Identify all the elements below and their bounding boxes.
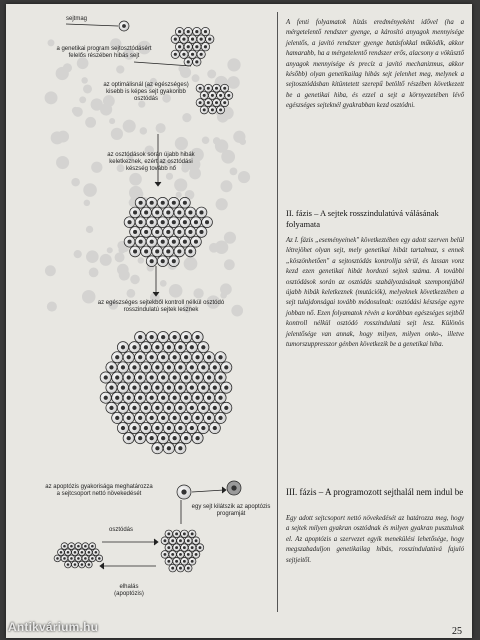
cluster-cell xyxy=(163,227,174,238)
tumor-cell xyxy=(152,443,163,454)
small-cluster-cell xyxy=(68,543,75,550)
small-cluster-cell xyxy=(58,549,65,556)
tumor-cell xyxy=(158,372,169,383)
mid-cluster-cell xyxy=(192,551,200,559)
growth-label: az optimálisnál (az egészséges) kisebb is képes sejt gyakoribb osztódás xyxy=(103,82,189,102)
small-cluster-cell xyxy=(85,561,92,568)
tumor-cell xyxy=(209,422,220,433)
tumor-cell xyxy=(100,372,111,383)
tumor-cell xyxy=(112,392,123,403)
tumor-cell xyxy=(117,342,128,353)
dividing-cell xyxy=(177,485,191,499)
tumor-cell xyxy=(163,443,174,454)
cluster-cell xyxy=(141,207,152,218)
tumor-cell xyxy=(181,372,192,383)
cluster-cell xyxy=(135,236,146,247)
tumor-cell xyxy=(123,392,134,403)
cluster-cell xyxy=(157,217,168,228)
cluster-cell xyxy=(135,197,146,208)
mid-cluster-cell xyxy=(165,544,173,552)
small-cluster-cell xyxy=(61,543,68,550)
tumor-cell xyxy=(209,402,220,413)
tumor-cell xyxy=(186,342,197,353)
tumor-cell xyxy=(129,362,140,373)
small-cluster-cell xyxy=(75,543,82,550)
cluster-cell xyxy=(200,91,208,99)
cluster-cell xyxy=(197,50,205,58)
tumor-cell xyxy=(163,422,174,433)
tumor-cell xyxy=(117,362,128,373)
tumor-cell xyxy=(192,392,203,403)
cluster-cell xyxy=(206,35,214,43)
label-pointer xyxy=(66,24,118,26)
cluster-cell xyxy=(168,256,179,267)
tumor-cell xyxy=(140,362,151,373)
small-cluster-cell xyxy=(72,561,79,568)
cluster-cell xyxy=(200,106,208,114)
tumor-cell xyxy=(221,362,232,373)
mid-cluster-cell xyxy=(188,557,196,565)
mid-cluster-cell xyxy=(188,530,196,538)
cluster-cell xyxy=(196,84,204,92)
small-cluster-cell xyxy=(96,555,103,562)
mid-cluster-cell xyxy=(165,530,173,538)
tumor-cell xyxy=(152,342,163,353)
uncontrolled-growth-label: az egészséges sejtekből kontroll nélkül osztódó rosszindulatú sejtek lesznek xyxy=(97,300,225,313)
tumor-cell xyxy=(175,422,186,433)
cluster-cell xyxy=(188,50,196,58)
tumor-cell xyxy=(181,392,192,403)
cluster-cell xyxy=(184,43,192,51)
cluster-cell xyxy=(193,58,201,66)
tumor-cell xyxy=(163,402,174,413)
apoptosis-rate-label: az apoptózis gyakorisága meghatározza a sejtcsoport nettó növekedését xyxy=(45,484,153,497)
cluster-cell xyxy=(204,84,212,92)
heading-phase2: II. fázis – A sejtek rosszindulatúvá válásának folyamata xyxy=(286,208,439,229)
small-cluster-cell xyxy=(89,543,96,550)
tumor-cell xyxy=(209,382,220,393)
cluster-cell xyxy=(141,227,152,238)
mid-cluster-cell xyxy=(184,537,192,545)
arrow-head xyxy=(155,182,161,186)
cluster-cell xyxy=(168,217,179,228)
mid-cluster-cell xyxy=(196,544,204,552)
tumor-cell xyxy=(152,402,163,413)
tumor-cell xyxy=(181,332,192,343)
paragraph-phase1: A fenti folyamatok hízás eredményeként idővel (ha a mérgetelentő rendszer gyenge, a károsító anyagok mennyisége jelentős, a javító rendszer gyenge batásfokkal működik, akkor hamarabb, ha a mérgetelentő rendszer erős, alacsony a vöküsztő anyagok mennyisége és precíz a javító mechanizmus, akkor később) olyan genetikailag hibás sejt jelenhet meg, melynek a sejtosztódásban kitüntetett szerepű betöltő részében következett be a genetikai hiba, és ezzel a sejt a környezetében lévő egészséges sejteknél gyakrabban kezd osztódni. xyxy=(286,19,464,110)
tumor-cell xyxy=(169,372,180,383)
tumor-cell xyxy=(175,382,186,393)
mid-cluster-cell xyxy=(165,557,173,565)
cluster-cell xyxy=(157,197,168,208)
cluster-cell xyxy=(191,236,202,247)
tumor-cell xyxy=(158,392,169,403)
mid-cluster-cell xyxy=(192,537,200,545)
mid-cluster-cell xyxy=(177,537,185,545)
mid-cluster-cell xyxy=(184,564,192,572)
tumor-cell xyxy=(198,342,209,353)
cluster-cell xyxy=(163,207,174,218)
tumor-cell xyxy=(100,392,111,403)
cell-nucleus-label: sejtmag xyxy=(66,16,88,22)
cluster-cell xyxy=(213,99,221,107)
tumor-cell xyxy=(146,332,157,343)
cluster-cell xyxy=(175,27,183,35)
cluster-cell xyxy=(193,43,201,51)
mutation-label: a genetikai program sejtosztódásért felelős részében hibás sejt xyxy=(56,46,152,59)
cluster-cell xyxy=(171,35,179,43)
cluster-cell xyxy=(208,106,216,114)
cluster-cell xyxy=(168,236,179,247)
tumor-cell xyxy=(140,422,151,433)
cluster-cell xyxy=(130,207,141,218)
tumor-cell xyxy=(192,372,203,383)
tumor-cell xyxy=(123,352,134,363)
mid-cluster-cell xyxy=(181,544,189,552)
tumor-cell xyxy=(192,412,203,423)
small-cluster-cell xyxy=(92,549,99,556)
tumor-cell xyxy=(112,412,123,423)
tumor-cell xyxy=(186,422,197,433)
apoptosis-arrow xyxy=(192,490,224,492)
tumor-cell xyxy=(186,382,197,393)
cluster-cell xyxy=(168,197,179,208)
tumor-cell xyxy=(192,352,203,363)
cluster-cell xyxy=(175,43,183,51)
mid-cluster-cell xyxy=(177,564,185,572)
small-cluster-cell xyxy=(65,549,72,556)
tumor-cell xyxy=(152,422,163,433)
cluster-cell xyxy=(202,217,213,228)
tumor-cell xyxy=(181,433,192,444)
tumor-cell xyxy=(198,382,209,393)
mid-cluster-cell xyxy=(173,544,181,552)
tumor-cell xyxy=(175,443,186,454)
mid-cluster-cell xyxy=(188,544,196,552)
cluster-cell xyxy=(204,99,212,107)
tumor-cell xyxy=(146,412,157,423)
cluster-cell xyxy=(124,236,135,247)
elimination-arrow-label: elhalás (apoptózis) xyxy=(114,584,144,597)
cluster-cell xyxy=(146,256,157,267)
cluster-cell xyxy=(196,207,207,218)
cluster-cell xyxy=(197,35,205,43)
cluster-cell xyxy=(135,217,146,228)
tumor-cell xyxy=(181,412,192,423)
single-cell xyxy=(119,21,129,31)
tumor-cell xyxy=(169,433,180,444)
tumor-cell xyxy=(158,412,169,423)
tumor-cell xyxy=(112,352,123,363)
small-cluster-cell xyxy=(68,555,75,562)
mid-cluster-cell xyxy=(169,564,177,572)
tumor-cell xyxy=(129,382,140,393)
tumor-cell xyxy=(146,392,157,403)
tumor-cell xyxy=(215,412,226,423)
cluster-cell xyxy=(180,50,188,58)
cluster-cell xyxy=(174,227,185,238)
tumor-cell xyxy=(175,362,186,373)
cluster-cell xyxy=(185,227,196,238)
tumor-cell xyxy=(158,433,169,444)
tumor-cell xyxy=(140,342,151,353)
small-cluster-cell xyxy=(85,549,92,556)
tumor-cell xyxy=(198,362,209,373)
cluster-cell xyxy=(185,246,196,257)
tumor-cell xyxy=(146,372,157,383)
tumor-cell xyxy=(117,422,128,433)
small-cluster-cell xyxy=(78,549,85,556)
cluster-cell xyxy=(157,256,168,267)
small-cluster-cell xyxy=(89,555,96,562)
tumor-cell xyxy=(163,382,174,393)
tumor-cell xyxy=(175,342,186,353)
tumor-cell xyxy=(203,372,214,383)
cluster-cell xyxy=(179,197,190,208)
cluster-cell xyxy=(184,27,192,35)
cluster-cell xyxy=(171,50,179,58)
arrow-head xyxy=(100,563,104,569)
small-cluster-cell xyxy=(65,561,72,568)
heading-phase3: III. fázis – A programozott sejthalál nem indul be xyxy=(286,487,464,497)
paragraph-phase2: Az I. fázis „eseményeinek" következtében egy adott szerven belül létrejöhet olyan sejt, mely genetikai hibát tartalmaz, s ennek „köszönhetően" a sejtosztódás kontrollja sérül, és lassan vonz kezd ezen genetikai hibát hordozó sejtek száma. A további osztódások során az osztódás szabályozásának szempontjából újabb hibák keletkeznek (mutációk), melyeknek következtében a sejt tulajdonságai tovább módosulnak: osztódási készsége egyre jobban nő. Ezen folyamatok révén a korábban egészséges sejtből kontroll nélkül osztódó rosszindulatú sejt lesz. Különös jelentősége van annak, hogy milyen, milyen onko-, illetve tumorszuppresszor génben következik be a genetikai hiba. xyxy=(286,237,464,349)
cluster-cell xyxy=(208,91,216,99)
arrow-head xyxy=(154,539,158,545)
tumor-cell xyxy=(198,422,209,433)
mid-cluster-cell xyxy=(173,557,181,565)
tumor-cell xyxy=(181,352,192,363)
tumor-cell xyxy=(106,402,117,413)
arrow-head xyxy=(222,487,226,493)
tumor-cell xyxy=(215,372,226,383)
page-number: 25 xyxy=(452,626,462,637)
mid-cluster-cell xyxy=(161,537,169,545)
cluster-cell xyxy=(188,35,196,43)
tumor-cell xyxy=(152,362,163,373)
tumor-cell xyxy=(123,372,134,383)
cluster-cell xyxy=(201,43,209,51)
tumor-cell xyxy=(215,392,226,403)
small-cluster-cell xyxy=(82,543,89,550)
cluster-cell xyxy=(174,207,185,218)
tumor-cell xyxy=(169,412,180,423)
tumor-cell xyxy=(129,342,140,353)
mid-cluster-cell xyxy=(181,557,189,565)
cluster-cell xyxy=(213,84,221,92)
apoptotic-cell xyxy=(227,481,241,495)
small-cluster-cell xyxy=(75,555,82,562)
tumor-cell xyxy=(135,352,146,363)
tumor-cell xyxy=(135,392,146,403)
tumor-cell xyxy=(135,332,146,343)
tumor-cell xyxy=(140,402,151,413)
tumor-cell xyxy=(169,332,180,343)
cluster-cell xyxy=(152,227,163,238)
cluster-cell xyxy=(152,246,163,257)
tumor-cell xyxy=(203,392,214,403)
tumor-cell xyxy=(203,352,214,363)
cluster-cell xyxy=(184,58,192,66)
mid-cluster-cell xyxy=(184,551,192,559)
tumor-cell xyxy=(198,402,209,413)
mid-cluster-cell xyxy=(181,530,189,538)
small-cluster-cell xyxy=(72,549,79,556)
cluster-cell xyxy=(146,217,157,228)
tumor-cell xyxy=(117,402,128,413)
tumor-cell xyxy=(221,402,232,413)
cluster-cell xyxy=(217,91,225,99)
cluster-cell xyxy=(179,217,190,228)
mid-cluster-cell xyxy=(177,551,185,559)
small-cluster-cell xyxy=(61,555,68,562)
cluster-cell xyxy=(146,236,157,247)
tumor-cell xyxy=(215,352,226,363)
tumor-cell xyxy=(135,372,146,383)
tumor-cell xyxy=(106,382,117,393)
tumor-cell xyxy=(175,402,186,413)
tumor-cell xyxy=(117,382,128,393)
cluster-cell xyxy=(221,99,229,107)
cluster-cell xyxy=(196,99,204,107)
tumor-cell xyxy=(221,382,232,393)
tumor-cell xyxy=(192,433,203,444)
tumor-cell xyxy=(123,433,134,444)
small-cluster-cell xyxy=(78,561,85,568)
cluster-cell xyxy=(174,246,185,257)
small-cluster-cell xyxy=(82,555,89,562)
tumor-cell xyxy=(135,412,146,423)
cluster-cell xyxy=(130,246,141,257)
tumor-cell xyxy=(140,382,151,393)
tumor-cell xyxy=(192,332,203,343)
cluster-cell xyxy=(193,27,201,35)
tumor-cell xyxy=(169,352,180,363)
mid-cluster-cell xyxy=(161,551,169,559)
cluster-cell xyxy=(217,106,225,114)
tumor-cell xyxy=(152,382,163,393)
cluster-cell xyxy=(191,217,202,228)
tumor-cell xyxy=(158,352,169,363)
tumor-cell xyxy=(129,402,140,413)
tumor-cell xyxy=(203,412,214,423)
cluster-cell xyxy=(185,207,196,218)
mid-cluster-cell xyxy=(169,551,177,559)
tumor-cell xyxy=(169,392,180,403)
tumor-cell xyxy=(158,332,169,343)
column-divider xyxy=(277,12,278,612)
paragraph-phase3: Egy adott sejtcsoport nettó növekedését az határozza meg, hogy a sejtek milyen gyakran osztódnak és milyen gyakran pusztulnak el. Az apoptózis a szervezet egyik menekülési lehetősége, hogy megszabaduljon genetikailag hibás, rosszindulatúvá fajuló sejtjeitől. xyxy=(286,515,464,564)
division-errors-label: az osztódások során újabb hibák keletkeznek, ezért az osztódási készség tovább nő xyxy=(107,152,195,172)
cluster-cell xyxy=(130,227,141,238)
tumor-cell xyxy=(163,342,174,353)
cluster-cell xyxy=(152,207,163,218)
cluster-cell xyxy=(163,246,174,257)
tumor-cell xyxy=(129,422,140,433)
tumor-cell xyxy=(209,362,220,373)
tumor-cell xyxy=(135,433,146,444)
tumor-cell xyxy=(123,412,134,423)
cluster-cell xyxy=(180,35,188,43)
cluster-cell xyxy=(141,246,152,257)
cluster-cell xyxy=(196,227,207,238)
cluster-cell xyxy=(201,27,209,35)
single-cell-apoptosis-label: egy sejt kilátszik az apoptózis programját xyxy=(191,504,271,517)
tumor-cell xyxy=(163,362,174,373)
cluster-cell xyxy=(124,217,135,228)
tumor-cell xyxy=(186,362,197,373)
label-pointer xyxy=(134,62,191,66)
tumor-cell xyxy=(186,402,197,413)
watermark-text: Antikvárium.hu xyxy=(8,620,99,634)
tumor-cell xyxy=(106,362,117,373)
book-page xyxy=(6,4,472,638)
mid-cluster-cell xyxy=(169,537,177,545)
cluster-cell xyxy=(146,197,157,208)
division-arrow-label: osztódás xyxy=(108,527,133,533)
tumor-cell xyxy=(146,433,157,444)
cluster-cell xyxy=(179,236,190,247)
tumor-cell xyxy=(146,352,157,363)
cluster-cell xyxy=(157,236,168,247)
cluster-cell xyxy=(221,84,229,92)
tumor-cell xyxy=(112,372,123,383)
small-cluster-cell xyxy=(54,555,61,562)
mid-cluster-cell xyxy=(173,530,181,538)
cluster-cell xyxy=(225,91,233,99)
